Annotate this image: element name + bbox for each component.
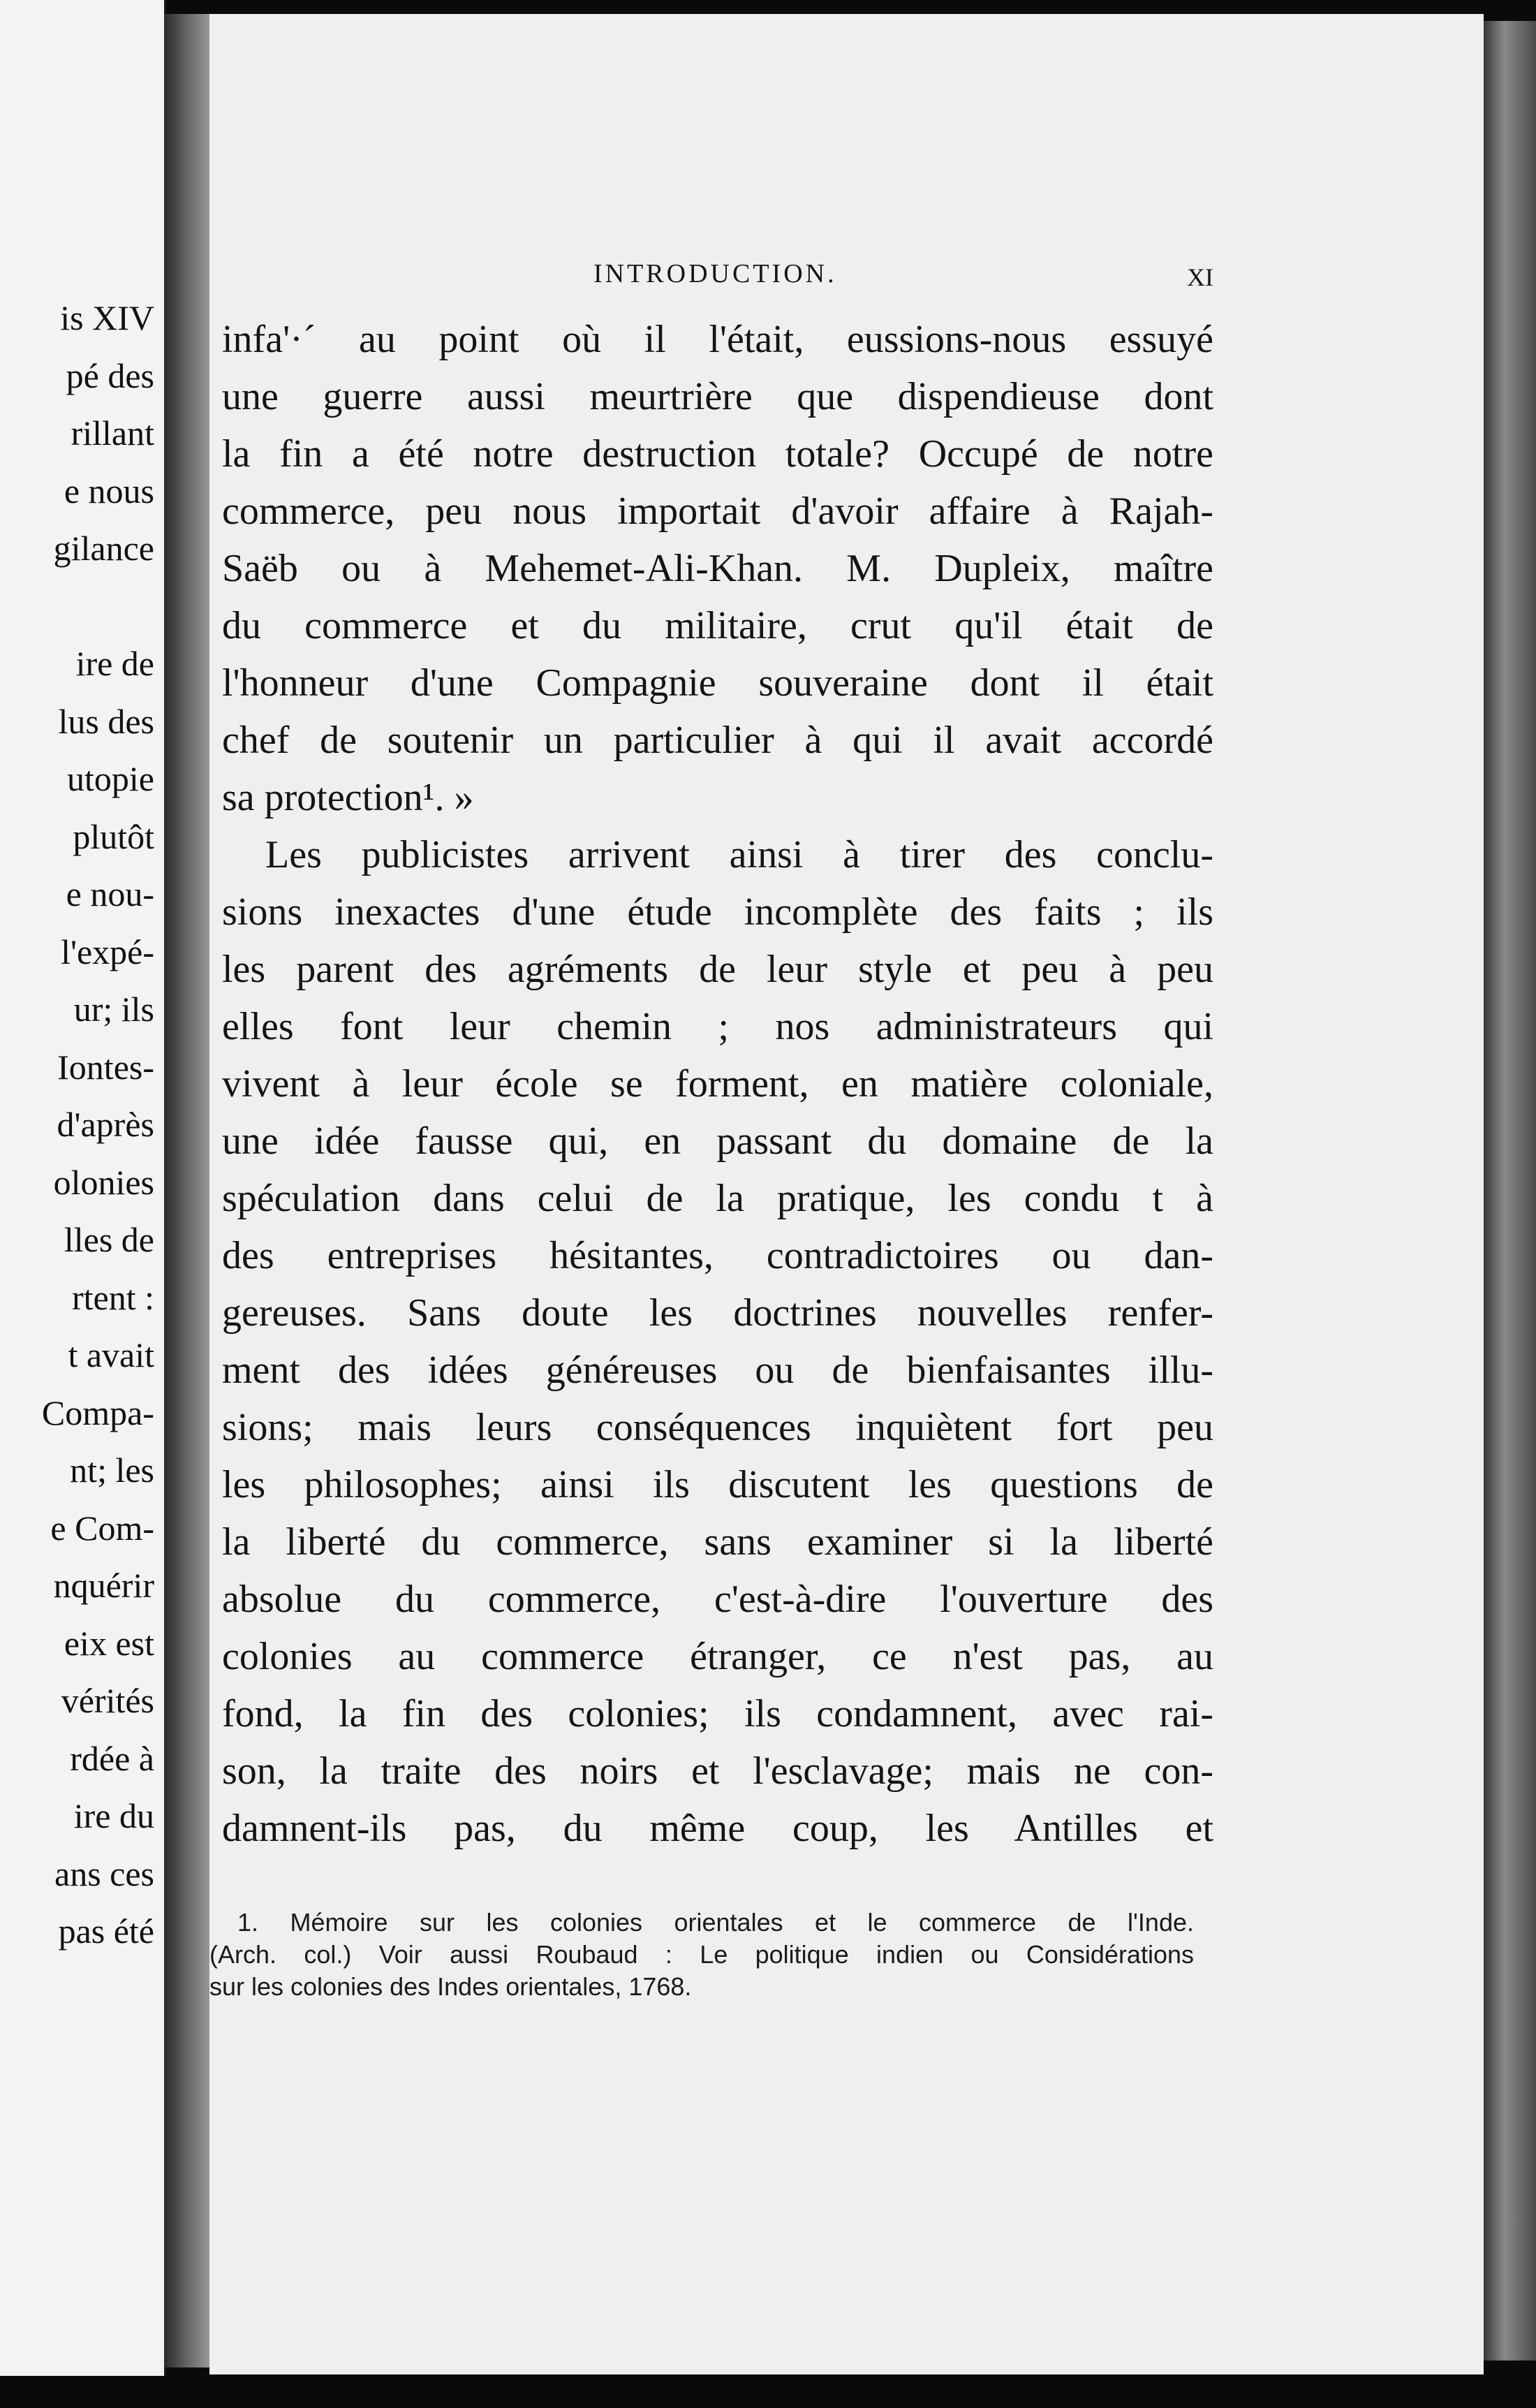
left-page-line: gilance — [53, 529, 154, 568]
text-line: chef de soutenir un particulier à qui il avait accordé — [222, 719, 1213, 762]
text-line: elles font leur chemin ; nos administrateurs qui — [222, 1005, 1213, 1048]
left-page-line: ur; ils — [73, 990, 154, 1029]
text-line: damnent-ils pas, du même coup, les Antilles et — [222, 1807, 1213, 1850]
text-line: la liberté du commerce, sans examiner si la liberté — [222, 1520, 1213, 1564]
left-page-line: d'après — [57, 1105, 154, 1144]
main-text — [222, 311, 1213, 1857]
text-line: gereuses. Sans doute les doctrines nouvelles renfer- — [222, 1291, 1213, 1335]
text-line: une guerre aussi meurtrière que dispendieuse dont — [222, 375, 1213, 418]
left-page-line: eix est — [64, 1623, 154, 1663]
left-page-line: vérités — [61, 1681, 154, 1720]
page-number: XI — [1187, 263, 1213, 291]
left-page-line: e nou- — [66, 874, 154, 913]
left-page-line: Iontes- — [57, 1047, 154, 1087]
left-page-line: nquérir — [53, 1566, 154, 1605]
text-line: infa'·´ au point où il l'était, eussions-nous essuyé — [222, 318, 1213, 361]
left-page-line: nt; les — [70, 1451, 154, 1490]
text-line: commerce, peu nous importait d'avoir affaire à Rajah- — [222, 490, 1213, 533]
page-edge — [1484, 21, 1536, 2361]
text-line: des entreprises hésitantes, contradictoires ou dan- — [222, 1234, 1213, 1277]
text-line: Les publicistes arrivent ainsi à tirer des conclu- — [265, 833, 1213, 876]
text-line: du commerce et du militaire, crut qu'il était de — [222, 604, 1213, 647]
left-page-line: ire du — [73, 1796, 154, 1835]
text-line: la fin a été notre destruction totale? Occupé de notre — [222, 432, 1213, 476]
text-line: sions; mais leurs conséquences inquiètent fort peu — [222, 1406, 1213, 1449]
left-page-line: utopie — [67, 759, 154, 798]
left-page-line: rtent : — [71, 1277, 154, 1317]
left-page-line: lus des — [58, 701, 154, 741]
left-page-line: Compa- — [41, 1393, 154, 1432]
left-page-line: e Com- — [50, 1508, 154, 1548]
text-line: sa protection¹. » — [222, 776, 474, 819]
left-page-line: ans ces — [54, 1853, 154, 1893]
text-line: vivent à leur école se forment, en matière coloniale, — [222, 1062, 1213, 1106]
left-page-line: plutôt — [73, 816, 154, 856]
text-line: sions inexactes d'une étude incomplète des faits ; ils — [222, 890, 1213, 934]
left-page-line: pé des — [66, 355, 154, 395]
left-page-line: olonies — [53, 1162, 154, 1202]
text-line: Saëb ou à Mehemet-Ali-Khan. M. Dupleix, maître — [222, 547, 1213, 590]
left-page-line: pas été — [58, 1911, 154, 1951]
left-page-line: t avait — [68, 1335, 154, 1374]
text-line: les parent des agréments de leur style et peu à peu — [222, 948, 1213, 991]
text-line: absolue du commerce, c'est-à-dire l'ouverture des — [222, 1578, 1213, 1621]
text-line: son, la traite des noirs et l'esclavage; mais ne con- — [222, 1749, 1213, 1793]
left-page-line: l'expé- — [61, 932, 154, 971]
text-line: l'honneur d'une Compagnie souveraine dont il était — [222, 661, 1213, 705]
left-page-line: rillant — [71, 413, 154, 453]
text-line: ment des idées généreuses ou de bienfaisantes illu- — [222, 1349, 1213, 1392]
text-line: colonies au commerce étranger, ce n'est pas, au — [222, 1635, 1213, 1678]
left-page-line: lles de — [64, 1220, 154, 1259]
footnote-line: sur les colonies des Indes orientales, 1768. — [209, 1972, 692, 2001]
text-line: les philosophes; ainsi ils discutent les questions de — [222, 1463, 1213, 1506]
footnote-line: (Arch. col.) Voir aussi Roubaud : Le politique indien ou Considérations — [209, 1940, 1194, 1969]
scan-border — [0, 2376, 1536, 2408]
footnote-line: 1. Mémoire sur les colonies orientales et le commerce de l'Inde. — [237, 1908, 1194, 1937]
left-page-line: rdée à — [70, 1738, 154, 1778]
footnote — [209, 1907, 1194, 2003]
text-line: une idée fausse qui, en passant du domaine de la — [222, 1119, 1213, 1163]
text-line: fond, la fin des colonies; ils condamnent, avec rai- — [222, 1692, 1213, 1735]
left-page-line: ire de — [75, 644, 154, 683]
text-line: spéculation dans celui de la pratique, les condu t à — [222, 1177, 1213, 1220]
left-page-fragment — [0, 0, 166, 2376]
left-page-line: is XIV — [60, 298, 154, 337]
left-page-line: e nous — [64, 471, 154, 511]
running-title: INTRODUCTION. — [593, 259, 837, 288]
